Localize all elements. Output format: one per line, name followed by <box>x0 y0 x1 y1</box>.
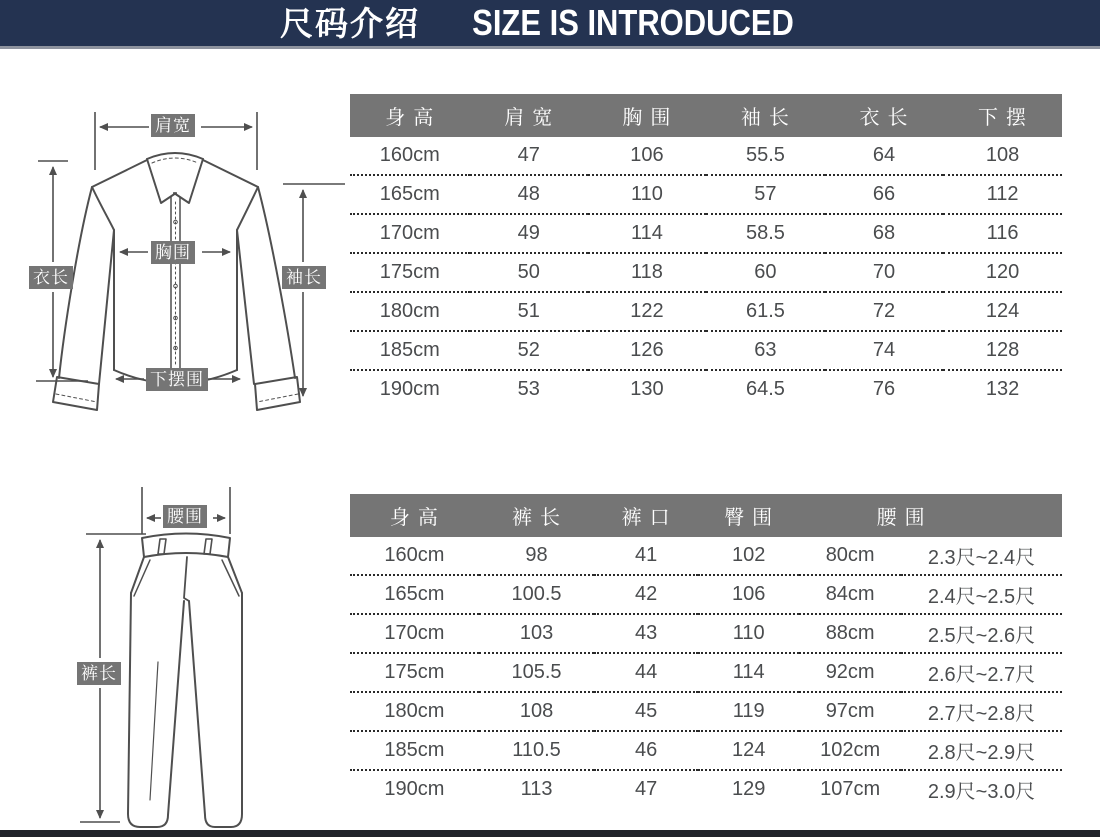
table-cell: 180cm <box>350 692 479 731</box>
table-cell: 2.7尺~2.8尺 <box>901 692 1062 731</box>
chest-label: 胸围 <box>151 241 195 264</box>
header-length: 衣长 <box>825 94 943 137</box>
pants-size-table <box>350 494 1062 808</box>
table-cell: 114 <box>588 214 706 253</box>
table-cell: 51 <box>470 292 588 331</box>
banner <box>0 0 1100 49</box>
table-cell: 119 <box>698 692 799 731</box>
header-hem: 下摆 <box>943 94 1062 137</box>
table-cell: 44 <box>594 653 698 692</box>
table-cell: 180cm <box>350 292 470 331</box>
pants-line-drawing <box>0 480 350 835</box>
table-row <box>350 137 1062 175</box>
table-cell: 50 <box>470 253 588 292</box>
header-hip: 臀围 <box>698 494 799 537</box>
table-cell: 63 <box>706 331 825 370</box>
table-cell: 60 <box>706 253 825 292</box>
table-cell: 49 <box>470 214 588 253</box>
table-cell: 124 <box>943 292 1062 331</box>
header-waist: 腰围 <box>799 494 1062 537</box>
table-cell: 124 <box>698 731 799 770</box>
table-cell: 114 <box>698 653 799 692</box>
table-cell: 2.4尺~2.5尺 <box>901 575 1062 614</box>
table-cell: 175cm <box>350 653 479 692</box>
table-cell: 108 <box>943 137 1062 175</box>
table-cell: 129 <box>732 778 766 800</box>
waist-label: 腰围 <box>163 505 207 528</box>
table-cell: 170cm <box>350 214 470 253</box>
table-cell: 108 <box>479 692 594 731</box>
table-row <box>350 692 1062 731</box>
table-cell: 52 <box>470 331 588 370</box>
header-shoulder: 肩宽 <box>470 94 588 137</box>
header-height: 身高 <box>350 494 479 537</box>
table-cell: 53 <box>517 378 540 400</box>
table-cell: 70 <box>825 253 943 292</box>
table-row <box>350 614 1062 653</box>
table-cell: 42 <box>594 575 698 614</box>
table-row <box>350 653 1062 692</box>
table-row <box>350 770 1062 808</box>
pant-length-label: 裤长 <box>77 662 121 685</box>
table-cell: 41 <box>594 537 698 575</box>
sleeve-length-label: 袖长 <box>282 266 326 289</box>
table-cell: 58.5 <box>706 214 825 253</box>
shirt-diagram <box>0 90 345 450</box>
header-leg-opening: 裤口 <box>594 494 698 537</box>
table-cell: 170cm <box>350 614 479 653</box>
table-cell: 64.5 <box>745 378 785 400</box>
table-cell: 2.8尺~2.9尺 <box>901 731 1062 770</box>
table-cell: 102 <box>698 537 799 575</box>
header-pant-length: 裤长 <box>479 494 594 537</box>
table-cell: 80cm <box>799 537 901 575</box>
table-cell: 47 <box>470 137 588 175</box>
table-row <box>350 537 1062 575</box>
table-cell: 48 <box>470 175 588 214</box>
table-cell: 175cm <box>350 253 470 292</box>
table-cell: 116 <box>943 214 1062 253</box>
table-cell: 106 <box>698 575 799 614</box>
table-row <box>350 575 1062 614</box>
banner-title-en: SIZE IS INTRODUCED <box>472 2 794 43</box>
table-cell: 2.5尺~2.6尺 <box>901 614 1062 653</box>
table-cell: 185cm <box>350 731 479 770</box>
table-row <box>350 253 1062 292</box>
header-height: 身高 <box>350 94 470 137</box>
table-cell: 165cm <box>350 175 470 214</box>
table-cell: 74 <box>825 331 943 370</box>
table-cell: 122 <box>588 292 706 331</box>
table-row <box>350 214 1062 253</box>
table-cell: 190cm <box>384 778 445 800</box>
table-cell: 76 <box>872 378 896 400</box>
table-cell: 160cm <box>350 137 470 175</box>
table-row <box>350 331 1062 370</box>
table-cell: 130 <box>630 378 664 400</box>
table-cell: 105.5 <box>479 653 594 692</box>
table-cell: 112 <box>943 175 1062 214</box>
table-cell: 165cm <box>350 575 479 614</box>
table-cell: 57 <box>706 175 825 214</box>
table-cell: 43 <box>594 614 698 653</box>
table-cell: 98 <box>479 537 594 575</box>
shirt-size-table <box>350 94 1062 408</box>
table-cell: 160cm <box>350 537 479 575</box>
table-cell: 45 <box>594 692 698 731</box>
pants-table-header-row <box>350 494 1062 537</box>
table-cell: 68 <box>825 214 943 253</box>
table-cell: 190cm <box>379 378 440 400</box>
table-cell: 2.9尺~3.0尺 <box>927 781 1036 803</box>
table-cell: 92cm <box>799 653 901 692</box>
header-chest: 胸围 <box>588 94 706 137</box>
table-cell: 185cm <box>350 331 470 370</box>
header-sleeve: 袖长 <box>706 94 825 137</box>
banner-title-cn: 尺码介绍 <box>279 4 420 42</box>
table-cell: 61.5 <box>706 292 825 331</box>
hem-circumference-label: 下摆围 <box>146 368 208 391</box>
table-cell: 107cm <box>820 778 881 800</box>
table-cell: 66 <box>825 175 943 214</box>
garment-length-label: 衣长 <box>29 266 73 289</box>
table-cell: 97cm <box>799 692 901 731</box>
shoulder-width-label: 肩宽 <box>151 114 195 137</box>
table-cell: 113 <box>520 778 553 800</box>
table-cell: 55.5 <box>706 137 825 175</box>
table-cell: 126 <box>588 331 706 370</box>
table-cell: 118 <box>588 253 706 292</box>
table-cell: 110.5 <box>479 731 594 770</box>
bottom-divider-bar <box>0 830 1100 837</box>
table-cell: 132 <box>985 378 1020 400</box>
table-cell: 2.6尺~2.7尺 <box>901 653 1062 692</box>
table-row <box>350 370 1062 408</box>
table-cell: 64 <box>825 137 943 175</box>
shirt-table-header-row <box>350 94 1062 137</box>
table-cell: 110 <box>698 614 799 653</box>
table-cell: 103 <box>479 614 594 653</box>
table-cell: 110 <box>588 175 706 214</box>
table-cell: 102cm <box>799 731 901 770</box>
table-cell: 46 <box>594 731 698 770</box>
table-cell: 88cm <box>799 614 901 653</box>
table-cell: 120 <box>943 253 1062 292</box>
table-cell: 2.3尺~2.4尺 <box>901 537 1062 575</box>
table-row <box>350 175 1062 214</box>
table-cell: 84cm <box>799 575 901 614</box>
table-row <box>350 292 1062 331</box>
table-cell: 100.5 <box>479 575 594 614</box>
table-cell: 47 <box>635 778 658 800</box>
table-row <box>350 731 1062 770</box>
table-cell: 106 <box>588 137 706 175</box>
table-cell: 72 <box>825 292 943 331</box>
pants-diagram <box>0 480 350 835</box>
table-cell: 128 <box>943 331 1062 370</box>
